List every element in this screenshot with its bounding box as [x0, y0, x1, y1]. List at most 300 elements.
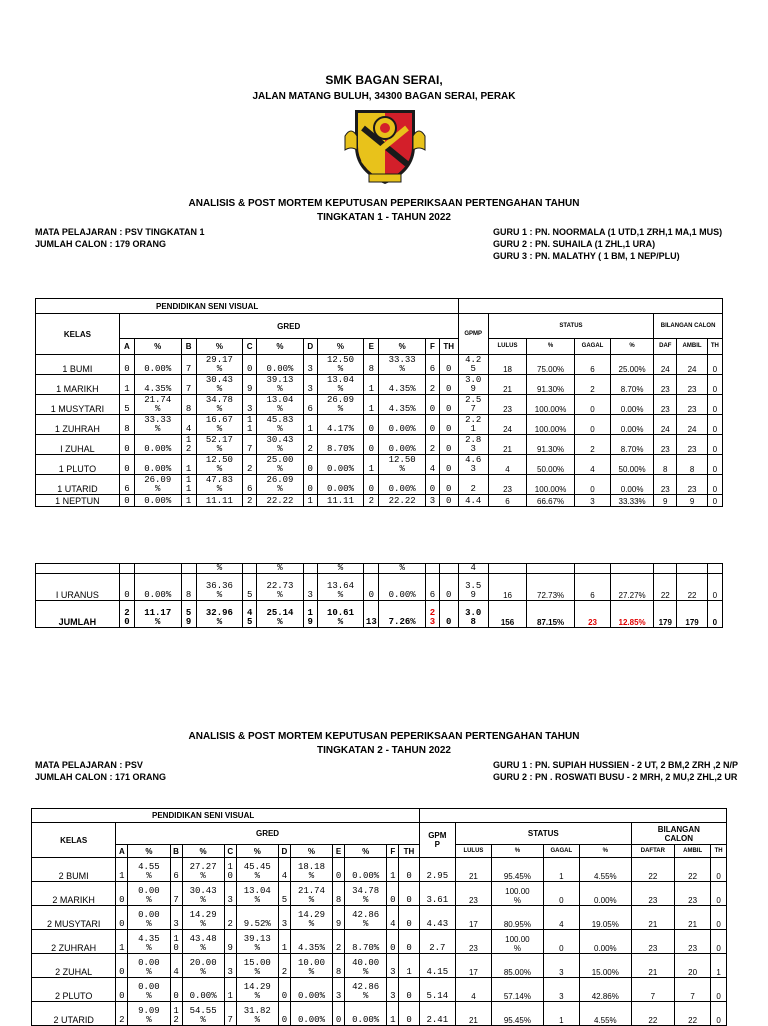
- kelas-header: KELAS: [32, 823, 116, 858]
- table-cell: 100.00 %: [492, 882, 544, 906]
- table-cell: 12.50 %: [379, 455, 426, 475]
- table-cell: 95.45%: [492, 1002, 544, 1026]
- bil-col-header: TH: [707, 339, 722, 355]
- table-cell: 2: [116, 1002, 128, 1026]
- table-cell: 23: [675, 882, 711, 906]
- table-cell: 21: [455, 1002, 491, 1026]
- table-cell: 4: [488, 455, 526, 475]
- school-address: JALAN MATANG BULUH, 34300 BAGAN SERAI, PERAK: [252, 91, 516, 102]
- grade-col-header: E: [364, 339, 379, 355]
- table-cell: 13.04 %: [257, 395, 304, 415]
- table-cell: 4.6 3: [458, 455, 488, 475]
- s1-candidates: JUMLAH CALON : 179 ORANG: [35, 239, 167, 249]
- table-cell: 3.61: [419, 882, 455, 906]
- s1-teacher-2: GURU 2 : PN. SUHAILA (1 ZHL,1 URA): [493, 239, 656, 249]
- table-cell: 40.00 %: [345, 954, 387, 978]
- table-row: [36, 455, 723, 475]
- table-row: [32, 906, 727, 930]
- table-cell: 23: [677, 475, 707, 495]
- table-cell: 0: [399, 906, 419, 930]
- table-cell: 0: [574, 475, 610, 495]
- table-cell: 12.50 %: [196, 455, 243, 475]
- table-cell: 4.17%: [317, 415, 364, 435]
- class-name: 1 MARIKH: [36, 375, 120, 395]
- class-name: JUMLAH: [36, 601, 120, 628]
- table-cell: 100.00%: [527, 395, 575, 415]
- table-cell: 0: [399, 1002, 419, 1026]
- table-cell: 2: [224, 906, 236, 930]
- s1-meta-right: [493, 226, 722, 262]
- table-cell: 18.18 %: [290, 858, 332, 882]
- table-cell: 87.15%: [527, 601, 575, 628]
- table-cell: 0.00%: [611, 415, 654, 435]
- bil-col-header: DAFTAR: [631, 845, 674, 858]
- table-cell: 3.0 9: [458, 375, 488, 395]
- table-cell: 3: [425, 495, 439, 507]
- table-cell: 0: [425, 395, 439, 415]
- table-cell: 0.00%: [134, 574, 181, 601]
- table-cell: 2: [574, 375, 610, 395]
- table-cell: 16: [488, 574, 526, 601]
- table-cell: 21: [488, 435, 526, 455]
- table-cell: 23: [488, 395, 526, 415]
- table-cell: 8.70%: [611, 375, 654, 395]
- gred-header: GRED: [119, 314, 458, 339]
- s1-results-table: [35, 298, 723, 507]
- table-cell: 25.00%: [611, 355, 654, 375]
- table-cell: 80.95%: [492, 906, 544, 930]
- table-cell: 0: [387, 930, 399, 954]
- table-cell: 1: [364, 455, 379, 475]
- table-cell: 6: [574, 355, 610, 375]
- table-cell: 36.36 %: [196, 574, 243, 601]
- table-cell: 0.00%: [579, 882, 631, 906]
- table-cell: 50.00%: [611, 455, 654, 475]
- table-cell: 4.43: [419, 906, 455, 930]
- table-cell: 4: [458, 564, 488, 574]
- table-cell: 22: [677, 574, 707, 601]
- table-cell: 7: [181, 355, 196, 375]
- table-cell: 0.00%: [257, 355, 304, 375]
- table-cell: 0: [119, 574, 134, 601]
- table-cell: 12.85%: [611, 601, 654, 628]
- table-cell: 0: [116, 882, 128, 906]
- table-cell: 4.35 %: [128, 930, 170, 954]
- table-cell: 2: [333, 930, 345, 954]
- table-row: [36, 395, 723, 415]
- table-cell: 4.35%: [134, 375, 181, 395]
- s2-results-table: [31, 808, 727, 1026]
- table-cell: 0: [116, 906, 128, 930]
- table-cell: 7: [243, 435, 257, 455]
- table-cell: 0: [707, 395, 722, 415]
- table-cell: 20: [675, 954, 711, 978]
- table-cell: 0: [574, 395, 610, 415]
- table-cell: 1 2: [170, 1002, 182, 1026]
- header-row: [36, 299, 723, 314]
- table-cell: 4.35%: [379, 375, 426, 395]
- class-name: 1 ZUHRAH: [36, 415, 120, 435]
- table-cell: 22.73 %: [257, 574, 304, 601]
- table-cell: 33.33%: [611, 495, 654, 507]
- status-col-header: %: [527, 339, 575, 355]
- table-cell: 1 9: [303, 601, 317, 628]
- table-cell: 0: [707, 355, 722, 375]
- table-cell: 0: [119, 495, 134, 507]
- table-cell: 15.00 %: [236, 954, 278, 978]
- table-cell: 1: [543, 1002, 579, 1026]
- table-cell: 3: [303, 574, 317, 601]
- table-cell: 0.00%: [290, 1002, 332, 1026]
- table-row: [32, 930, 727, 954]
- table-cell: 1: [543, 858, 579, 882]
- table-cell: 0: [303, 475, 317, 495]
- class-name: [36, 564, 120, 574]
- table-cell: 0: [170, 978, 182, 1002]
- table-cell: 0.00%: [317, 475, 364, 495]
- table-cell: 1: [303, 495, 317, 507]
- s2-teacher-1: GURU 1 : PN. SUPIAH HUSSIEN - 2 UT, 2 BM,2 ZRH ,2 N/P: [493, 760, 739, 770]
- bil-col-header: AMBIL: [675, 845, 711, 858]
- s1-teacher-1: GURU 1 : PN. NOORMALA (1 UTD,1 ZRH,1 MA,1 MUS): [493, 227, 723, 237]
- table-cell: 2.95: [419, 858, 455, 882]
- table-cell: 34.78 %: [196, 395, 243, 415]
- table-cell: 1: [181, 455, 196, 475]
- table-cell: 7: [631, 978, 674, 1002]
- table-cell: 4.15: [419, 954, 455, 978]
- table-cell: 9: [677, 495, 707, 507]
- table-cell: 4: [574, 455, 610, 475]
- table-cell: 0: [439, 375, 458, 395]
- table-cell: 18: [488, 355, 526, 375]
- table-cell: 1: [399, 954, 419, 978]
- table-cell: 22: [631, 1002, 674, 1026]
- table-cell: 2.8 3: [458, 435, 488, 455]
- table-cell: 0: [711, 882, 727, 906]
- table-cell: 0.00%: [579, 930, 631, 954]
- table-cell: 4.35%: [290, 930, 332, 954]
- grade-col-header: %: [134, 339, 181, 355]
- table-cell: 7: [181, 375, 196, 395]
- table-cell: 30.43 %: [257, 435, 304, 455]
- table-cell: 4 5: [243, 601, 257, 628]
- table-cell: [119, 564, 134, 574]
- grade-col-header: %: [317, 339, 364, 355]
- table-row: [36, 435, 723, 455]
- table-cell: [611, 564, 654, 574]
- table-cell: 5: [278, 882, 290, 906]
- table-cell: 3: [224, 954, 236, 978]
- table-cell: 33.33 %: [134, 415, 181, 435]
- table-cell: 23: [631, 930, 674, 954]
- table-cell: 8: [364, 355, 379, 375]
- table-cell: 7: [170, 882, 182, 906]
- table-cell: 0: [243, 355, 257, 375]
- status-col-header: %: [611, 339, 654, 355]
- class-name: 1 NEPTUN: [36, 495, 120, 507]
- table-cell: 0.00%: [317, 455, 364, 475]
- table-cell: 22.22: [379, 495, 426, 507]
- table-row: [36, 415, 723, 435]
- status-col-header: %: [579, 845, 631, 858]
- table-cell: 29.17 %: [196, 355, 243, 375]
- table-row: [36, 495, 723, 507]
- table-cell: 0: [707, 435, 722, 455]
- table-cell: 6: [119, 475, 134, 495]
- table-cell: 3: [303, 355, 317, 375]
- table-cell: 0: [574, 415, 610, 435]
- table-cell: 42.86 %: [345, 906, 387, 930]
- table-cell: 23: [654, 475, 677, 495]
- table-cell: [425, 564, 439, 574]
- table-cell: 14.29 %: [290, 906, 332, 930]
- table-row: [36, 574, 723, 601]
- status-col-header: %: [492, 845, 544, 858]
- table-cell: 2 3: [425, 601, 439, 628]
- table-cell: 9.52%: [236, 906, 278, 930]
- table-cell: 25.14 %: [257, 601, 304, 628]
- s2-teacher-2: GURU 2 : PN . ROSWATI BUSU - 2 MRH, 2 MU,2 ZHL,2 UR: [493, 772, 738, 782]
- table-cell: 91.30%: [527, 435, 575, 455]
- table-cell: 6: [425, 355, 439, 375]
- table-cell: 2: [425, 435, 439, 455]
- table-cell: 0: [707, 475, 722, 495]
- table-cell: 21: [631, 954, 674, 978]
- table-cell: 2: [303, 435, 317, 455]
- grade-col-header: %: [257, 339, 304, 355]
- table-cell: 0: [387, 882, 399, 906]
- table-row: [32, 978, 727, 1002]
- table-cell: 66.67%: [527, 495, 575, 507]
- subject-header: PENDIDIKAN SENI VISUAL: [32, 809, 420, 823]
- table-cell: 0.00 %: [128, 906, 170, 930]
- table-cell: 0: [711, 930, 727, 954]
- s1-meta-left: [35, 226, 205, 250]
- table-cell: 1: [119, 375, 134, 395]
- table-cell: 6: [170, 858, 182, 882]
- table-cell: 5.14: [419, 978, 455, 1002]
- table-cell: 25.00 %: [257, 455, 304, 475]
- subject-header: PENDIDIKAN SENI VISUAL: [36, 299, 459, 314]
- table-cell: 27.27%: [611, 574, 654, 601]
- table-cell: 15.00%: [579, 954, 631, 978]
- table-cell: 0: [333, 1002, 345, 1026]
- table-cell: 23: [488, 475, 526, 495]
- table-cell: 2: [574, 435, 610, 455]
- table-cell: 1: [303, 415, 317, 435]
- table-cell: 27.27 %: [182, 858, 224, 882]
- table-cell: 26.09 %: [134, 475, 181, 495]
- bil-col-header: DAF: [654, 339, 677, 355]
- table-cell: 30.43 %: [182, 882, 224, 906]
- table-cell: 3: [224, 882, 236, 906]
- table-cell: 3: [543, 978, 579, 1002]
- grade-col-header: B: [181, 339, 196, 355]
- table-cell: 9: [654, 495, 677, 507]
- table-cell: 0: [116, 954, 128, 978]
- table-cell: [364, 564, 379, 574]
- table-cell: 4.55 %: [128, 858, 170, 882]
- table-cell: 0: [399, 882, 419, 906]
- table-cell: 1: [364, 395, 379, 415]
- table-cell: 8: [654, 455, 677, 475]
- table-cell: 179: [677, 601, 707, 628]
- table-cell: 1 2: [181, 435, 196, 455]
- table-cell: 8.70%: [345, 930, 387, 954]
- class-name: 1 UTARID: [36, 475, 120, 495]
- table-cell: 14.29 %: [236, 978, 278, 1002]
- table-cell: 3.5 9: [458, 574, 488, 601]
- grade-col-header: F: [425, 339, 439, 355]
- table-cell: 39.13 %: [236, 930, 278, 954]
- s1-title: ANALISIS & POST MORTEM KEPUTUSAN PEPERIKSAAN PERTENGAHAN TAHUN: [188, 198, 580, 209]
- table-cell: 6: [303, 395, 317, 415]
- table-cell: 0: [303, 455, 317, 475]
- table-cell: 23: [675, 930, 711, 954]
- table-cell: 7.26%: [379, 601, 426, 628]
- s2-meta-left: [35, 759, 166, 783]
- table-cell: [439, 564, 458, 574]
- table-cell: 1: [116, 930, 128, 954]
- table-cell: 0: [707, 415, 722, 435]
- table-cell: 6: [574, 574, 610, 601]
- table-cell: 0: [711, 906, 727, 930]
- table-cell: 85.00%: [492, 954, 544, 978]
- table-cell: 11.17 %: [134, 601, 181, 628]
- table-row: [32, 882, 727, 906]
- table-cell: 9: [224, 930, 236, 954]
- status-col-header: GAGAL: [574, 339, 610, 355]
- school-name: SMK BAGAN SERAI,: [325, 73, 443, 87]
- table-cell: 0: [707, 495, 722, 507]
- table-cell: 0: [399, 978, 419, 1002]
- table-row: [32, 858, 727, 882]
- table-cell: 11.11: [317, 495, 364, 507]
- table-cell: 47.83 %: [196, 475, 243, 495]
- table-cell: 75.00%: [527, 355, 575, 375]
- table-cell: 0: [439, 435, 458, 455]
- table-cell: %: [257, 564, 304, 574]
- s2-title: ANALISIS & POST MORTEM KEPUTUSAN PEPERIKSAAN PERTENGAHAN TAHUN: [188, 731, 580, 742]
- table-cell: 0: [439, 475, 458, 495]
- grade-col-header: TH: [399, 845, 419, 858]
- table-cell: 0: [707, 601, 722, 628]
- table-cell: 9: [243, 375, 257, 395]
- table-cell: 0: [543, 882, 579, 906]
- class-name: 1 BUMI: [36, 355, 120, 375]
- table-cell: 23: [654, 395, 677, 415]
- table-cell: 2: [243, 455, 257, 475]
- table-cell: 0: [707, 455, 722, 475]
- table-cell: 0: [119, 355, 134, 375]
- table-cell: 16.67 %: [196, 415, 243, 435]
- class-name: I ZUHAL: [36, 435, 120, 455]
- table-cell: 13.04 %: [236, 882, 278, 906]
- grade-col-header: TH: [439, 339, 458, 355]
- table-cell: 3: [387, 954, 399, 978]
- table-cell: 54.55 %: [182, 1002, 224, 1026]
- grade-col-header: A: [116, 845, 128, 858]
- table-cell: 3: [170, 906, 182, 930]
- table-cell: 1 1: [181, 475, 196, 495]
- table-cell: 95.45%: [492, 858, 544, 882]
- status-col-header: LULUS: [488, 339, 526, 355]
- table-cell: 0: [399, 858, 419, 882]
- table-cell: 0: [707, 574, 722, 601]
- table-cell: 0: [439, 455, 458, 475]
- table-cell: 0.00%: [182, 978, 224, 1002]
- table-cell: 8.70%: [611, 435, 654, 455]
- table-cell: 2: [243, 495, 257, 507]
- table-cell: 17: [455, 954, 491, 978]
- table-cell: 3.0 8: [458, 601, 488, 628]
- table-row: [32, 1002, 727, 1026]
- table-cell: 3: [574, 495, 610, 507]
- table-cell: 3: [543, 954, 579, 978]
- table-cell: 0.00%: [290, 978, 332, 1002]
- table-cell: 22: [675, 858, 711, 882]
- table-cell: 33.33 %: [379, 355, 426, 375]
- table-cell: 0: [364, 574, 379, 601]
- table-cell: 12.50 %: [317, 355, 364, 375]
- table-cell: %: [379, 564, 426, 574]
- table-cell: [527, 564, 575, 574]
- table-cell: [134, 564, 181, 574]
- table-cell: 0: [333, 858, 345, 882]
- table-cell: 2.5 7: [458, 395, 488, 415]
- table-cell: 21.74 %: [134, 395, 181, 415]
- header-row: [32, 845, 727, 858]
- table-cell: 32.96 %: [196, 601, 243, 628]
- table-cell: 0: [439, 355, 458, 375]
- grade-col-header: %: [196, 339, 243, 355]
- table-cell: 0.00%: [379, 435, 426, 455]
- s2-meta-right: [493, 759, 738, 783]
- table-cell: [654, 564, 677, 574]
- table-cell: %: [317, 564, 364, 574]
- table-cell: 1 0: [170, 930, 182, 954]
- table-cell: 8: [677, 455, 707, 475]
- table-cell: 23: [654, 435, 677, 455]
- table-cell: 4: [278, 858, 290, 882]
- table-cell: 0.00 %: [128, 978, 170, 1002]
- carry-row: [36, 564, 723, 574]
- table-cell: 34.78 %: [345, 882, 387, 906]
- class-name: 2 PLUTO: [32, 978, 116, 1002]
- table-cell: 8: [181, 395, 196, 415]
- s1-subtitle: TINGKATAN 1 - TAHUN 2022: [317, 212, 451, 223]
- total-row: [36, 601, 723, 628]
- table-cell: 23: [631, 882, 674, 906]
- table-cell: 1: [711, 954, 727, 978]
- table-cell: 50.00%: [527, 455, 575, 475]
- table-cell: 14.29 %: [182, 906, 224, 930]
- table-cell: 0.00%: [379, 574, 426, 601]
- table-cell: 13.04 %: [317, 375, 364, 395]
- table-cell: 0.00%: [345, 1002, 387, 1026]
- table-cell: 22: [675, 1002, 711, 1026]
- table-cell: 6: [488, 495, 526, 507]
- table-cell: 57.14%: [492, 978, 544, 1002]
- grade-col-header: %: [345, 845, 387, 858]
- table-cell: 0.00%: [379, 415, 426, 435]
- table-cell: 4: [455, 978, 491, 1002]
- table-cell: 0: [278, 1002, 290, 1026]
- table-cell: 0.00%: [345, 858, 387, 882]
- bil-col-header: AMBIL: [677, 339, 707, 355]
- school-crest-icon: [343, 106, 427, 188]
- table-cell: 100.00%: [527, 415, 575, 435]
